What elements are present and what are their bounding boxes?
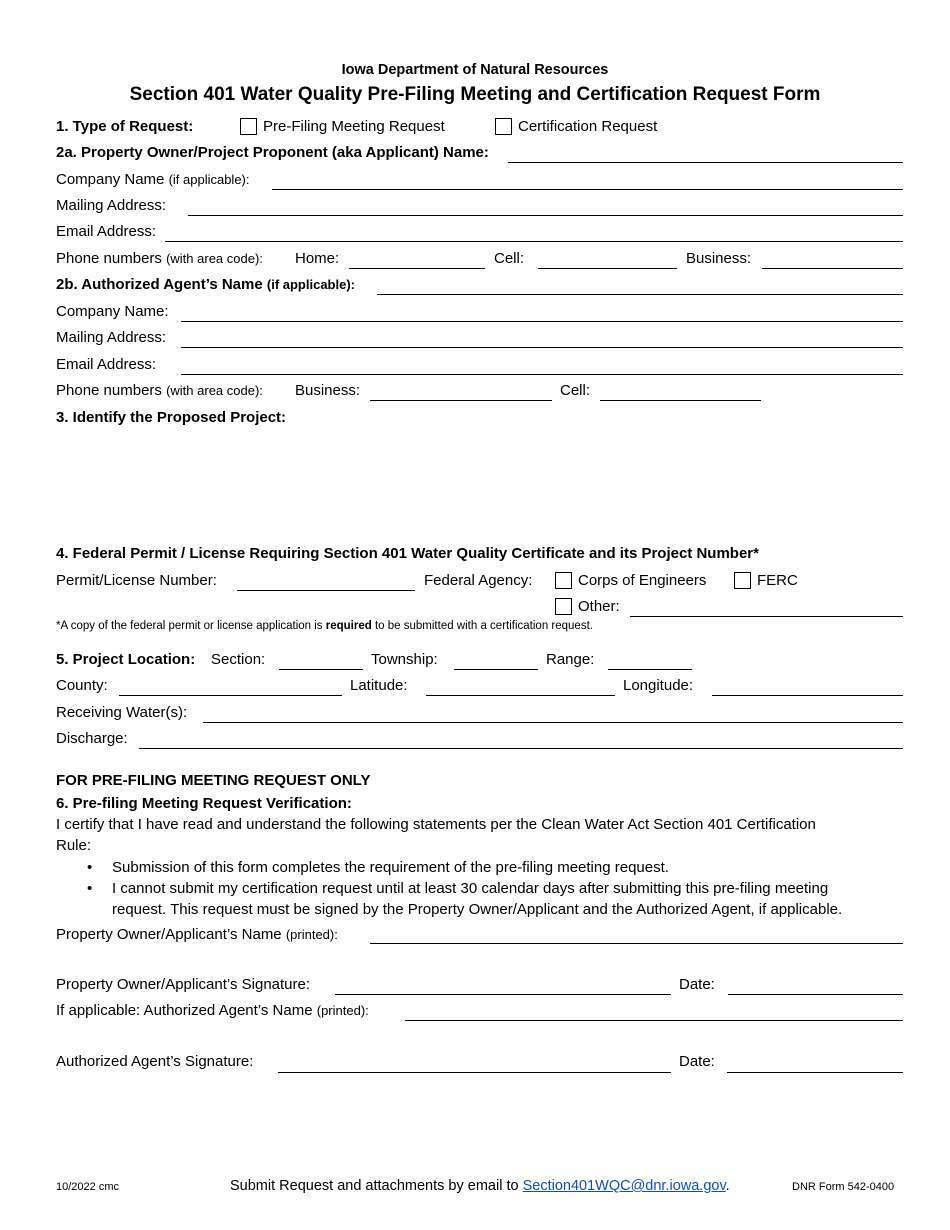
applicant-home-phone-field[interactable] — [349, 268, 485, 269]
owner-date-label: Date: — [679, 976, 715, 993]
other-agency-label: Other: — [578, 598, 620, 615]
bullet2-line2: request. This request must be signed by the Property Owner/Applicant and the Authorized Agent, if applicable. — [112, 901, 843, 918]
pre-filing-checkbox[interactable] — [240, 118, 257, 135]
longitude-label: Longitude: — [623, 677, 694, 694]
submit-period: . — [725, 1178, 730, 1194]
receiving-water-label: Receiving Water(s): — [56, 704, 188, 721]
longitude-field[interactable] — [712, 695, 903, 696]
agent-name-note: (if applicable): — [266, 277, 355, 292]
verification-label: 6. Pre-filing Meeting Request Verification: — [56, 795, 352, 812]
discharge-label: Discharge: — [56, 730, 128, 747]
permit-note-part2: to be submitted with a certification request. — [374, 620, 593, 632]
agent-email-field[interactable] — [181, 374, 903, 375]
applicant-business-phone-field[interactable] — [762, 268, 903, 269]
ferc-label: FERC — [757, 572, 798, 589]
owner-name-printed-note: (printed): — [285, 927, 338, 942]
agent-name-label — [56, 276, 355, 293]
range-label: Range: — [546, 651, 595, 668]
agent-business-phone-label: Business: — [295, 382, 361, 399]
phone-numbers-text: Phone numbers — [56, 250, 162, 267]
form-number: DNR Form 542-0400 — [792, 1181, 895, 1193]
ferc-checkbox[interactable] — [734, 572, 751, 589]
applicant-mailing-field[interactable] — [188, 215, 903, 216]
latitude-label: Latitude: — [350, 677, 408, 694]
township-field[interactable] — [454, 669, 538, 670]
permit-note-required: required — [325, 620, 372, 632]
bullet2-line1: • I cannot submit my certification request until at least 30 calendar days after submitting this pre-filing meeting — [112, 880, 829, 897]
applicant-company-field[interactable] — [272, 189, 903, 190]
company-name-label — [56, 171, 250, 188]
pre-filing-only-heading: FOR PRE-FILING MEETING REQUEST ONLY — [56, 772, 371, 789]
agent-printed-name-label — [56, 1002, 369, 1019]
applicant-email-field[interactable] — [165, 241, 903, 242]
other-agency-field[interactable] — [630, 616, 903, 617]
agent-name-text: 2b. Authorized Agent’s Name — [56, 276, 263, 293]
agent-printed-name-text: If applicable: Authorized Agent’s Name — [56, 1002, 313, 1019]
type-of-request-label: 1. Type of Request: — [56, 118, 194, 135]
owner-printed-name-field[interactable] — [370, 943, 903, 944]
email-address-label: Email Address: — [56, 223, 157, 240]
agency-name: Iowa Department of Natural Resources — [341, 62, 609, 78]
agent-date-label: Date: — [679, 1053, 715, 1070]
certification-option-label: Certification Request — [518, 118, 658, 135]
permit-number-label: Permit/License Number: — [56, 572, 217, 589]
agent-name-field[interactable] — [377, 294, 903, 295]
agent-mailing-label: Mailing Address: — [56, 329, 167, 346]
certify-statement-line2: Rule: — [56, 837, 92, 854]
submit-text: Submit Request and attachments by email to — [230, 1178, 519, 1194]
agent-business-phone-field[interactable] — [370, 400, 552, 401]
owner-signature-field[interactable] — [335, 994, 671, 995]
agent-cell-phone-label: Cell: — [560, 382, 591, 399]
proposed-project-label: 3. Identify the Proposed Project: — [56, 409, 287, 426]
agent-email-label: Email Address: — [56, 356, 157, 373]
verification-bullets — [56, 857, 842, 920]
owner-signature-label: Property Owner/Applicant’s Signature: — [56, 976, 311, 993]
county-field[interactable] — [119, 695, 342, 696]
home-phone-label: Home: — [295, 250, 340, 267]
certify-statement-line1: I certify that I have read and understand the following statements per the Clean Water Act Section 401 Certification — [56, 816, 816, 833]
pre-filing-option-label: Pre-Filing Meeting Request — [263, 118, 445, 135]
owner-name-text: Property Owner/Applicant’s Name — [56, 926, 282, 943]
permit-copy-note — [56, 620, 593, 632]
discharge-field[interactable] — [139, 748, 903, 749]
mailing-address-label: Mailing Address: — [56, 197, 167, 214]
applicant-name-field[interactable] — [508, 162, 903, 163]
agent-phone-text: Phone numbers — [56, 382, 162, 399]
applicant-name-label: 2a. Property Owner/Project Proponent (aka Applicant) Name: — [56, 144, 489, 161]
township-label: Township: — [371, 651, 438, 668]
receiving-water-field[interactable] — [203, 722, 903, 723]
latitude-field[interactable] — [426, 695, 615, 696]
certification-checkbox[interactable] — [495, 118, 512, 135]
agent-cell-phone-field[interactable] — [600, 400, 761, 401]
form-title: Section 401 Water Quality Pre-Filing Meeting and Certification Request Form — [129, 84, 821, 105]
agent-signature-field[interactable] — [278, 1072, 671, 1073]
cell-phone-label: Cell: — [494, 250, 525, 267]
corps-of-engineers-checkbox[interactable] — [555, 572, 572, 589]
agent-company-label: Company Name: — [56, 303, 169, 320]
federal-agency-label: Federal Agency: — [424, 572, 533, 589]
revision-date: 10/2022 cmc — [56, 1181, 119, 1193]
list-item — [56, 878, 842, 920]
other-agency-checkbox[interactable] — [555, 598, 572, 615]
agent-mailing-field[interactable] — [181, 347, 903, 348]
agent-printed-note: (printed): — [316, 1003, 369, 1018]
corps-of-engineers-label: Corps of Engineers — [578, 572, 707, 589]
federal-permit-label: 4. Federal Permit / License Requiring Section 401 Water Quality Certificate and its Project Number* — [56, 545, 759, 562]
project-location-label: 5. Project Location: — [56, 651, 196, 668]
company-name-text: Company Name — [56, 171, 165, 188]
proposed-project-field[interactable] — [56, 430, 903, 540]
agent-phone-label — [56, 382, 263, 399]
permit-note-part1: *A copy of the federal permit or license application is — [56, 620, 323, 632]
business-phone-label: Business: — [686, 250, 752, 267]
owner-date-field[interactable] — [728, 994, 903, 995]
agent-company-field[interactable] — [181, 321, 903, 322]
company-name-note: (if applicable): — [168, 172, 250, 187]
county-label: County: — [56, 677, 108, 694]
phone-numbers-label — [56, 250, 263, 267]
agent-signature-label: Authorized Agent’s Signature: — [56, 1053, 254, 1070]
applicant-cell-phone-field[interactable] — [538, 268, 677, 269]
agent-phone-note: (with area code): — [166, 383, 263, 398]
submission-email-link[interactable]: Section401WQC@dnr.iowa.gov — [522, 1178, 726, 1194]
agent-date-field[interactable] — [727, 1072, 903, 1073]
submit-instructions — [230, 1178, 730, 1194]
phone-numbers-note: (with area code): — [166, 251, 263, 266]
agent-printed-name-field[interactable] — [405, 1020, 903, 1021]
permit-number-field[interactable] — [237, 590, 415, 591]
section-field[interactable] — [279, 669, 363, 670]
range-field[interactable] — [608, 669, 692, 670]
list-item: • Submission of this form completes the requirement of the pre-filing meeting request. — [56, 857, 842, 878]
owner-printed-name-label — [56, 926, 338, 943]
section-label: Section: — [211, 651, 266, 668]
